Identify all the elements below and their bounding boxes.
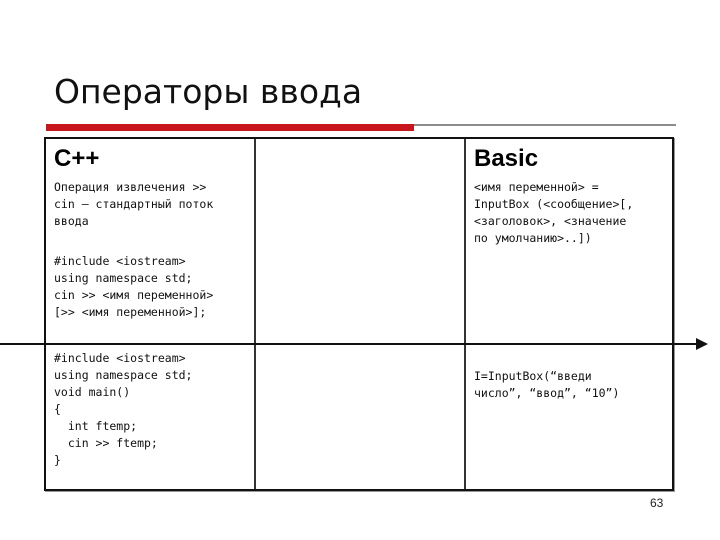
column-header-cpp: С++ [54,145,100,172]
cpp-syntax: #include <iostream> using namespace std; cin >> <имя переменной> [>> <имя переменной>]; [54,254,214,319]
separator-arrow-head [696,338,708,350]
table-divider-2 [464,139,466,489]
title-underline-gray [414,124,676,126]
page-number: 63 [650,496,664,510]
comparison-table [44,137,674,491]
title-underline-red [46,124,414,131]
cpp-description: Операция извлечения >> cin – стандартный поток ввода [54,180,214,228]
column-header-basic: Basic [474,145,539,172]
basic-syntax: <имя переменной> = InputBox (<сообщение>[, <заголовок>, <значение по умолчанию>..]) [474,180,634,245]
cpp-example-code: #include <iostream> using namespace std; void main() { int ftemp; cin >> ftemp; } [54,351,193,467]
table-divider-1 [254,139,256,489]
slide-title: Операторы ввода [54,72,363,111]
separator-arrow-line [0,343,700,345]
basic-example-code: I=InputBox(“введи число”, “ввод”, “10”) [474,369,620,400]
